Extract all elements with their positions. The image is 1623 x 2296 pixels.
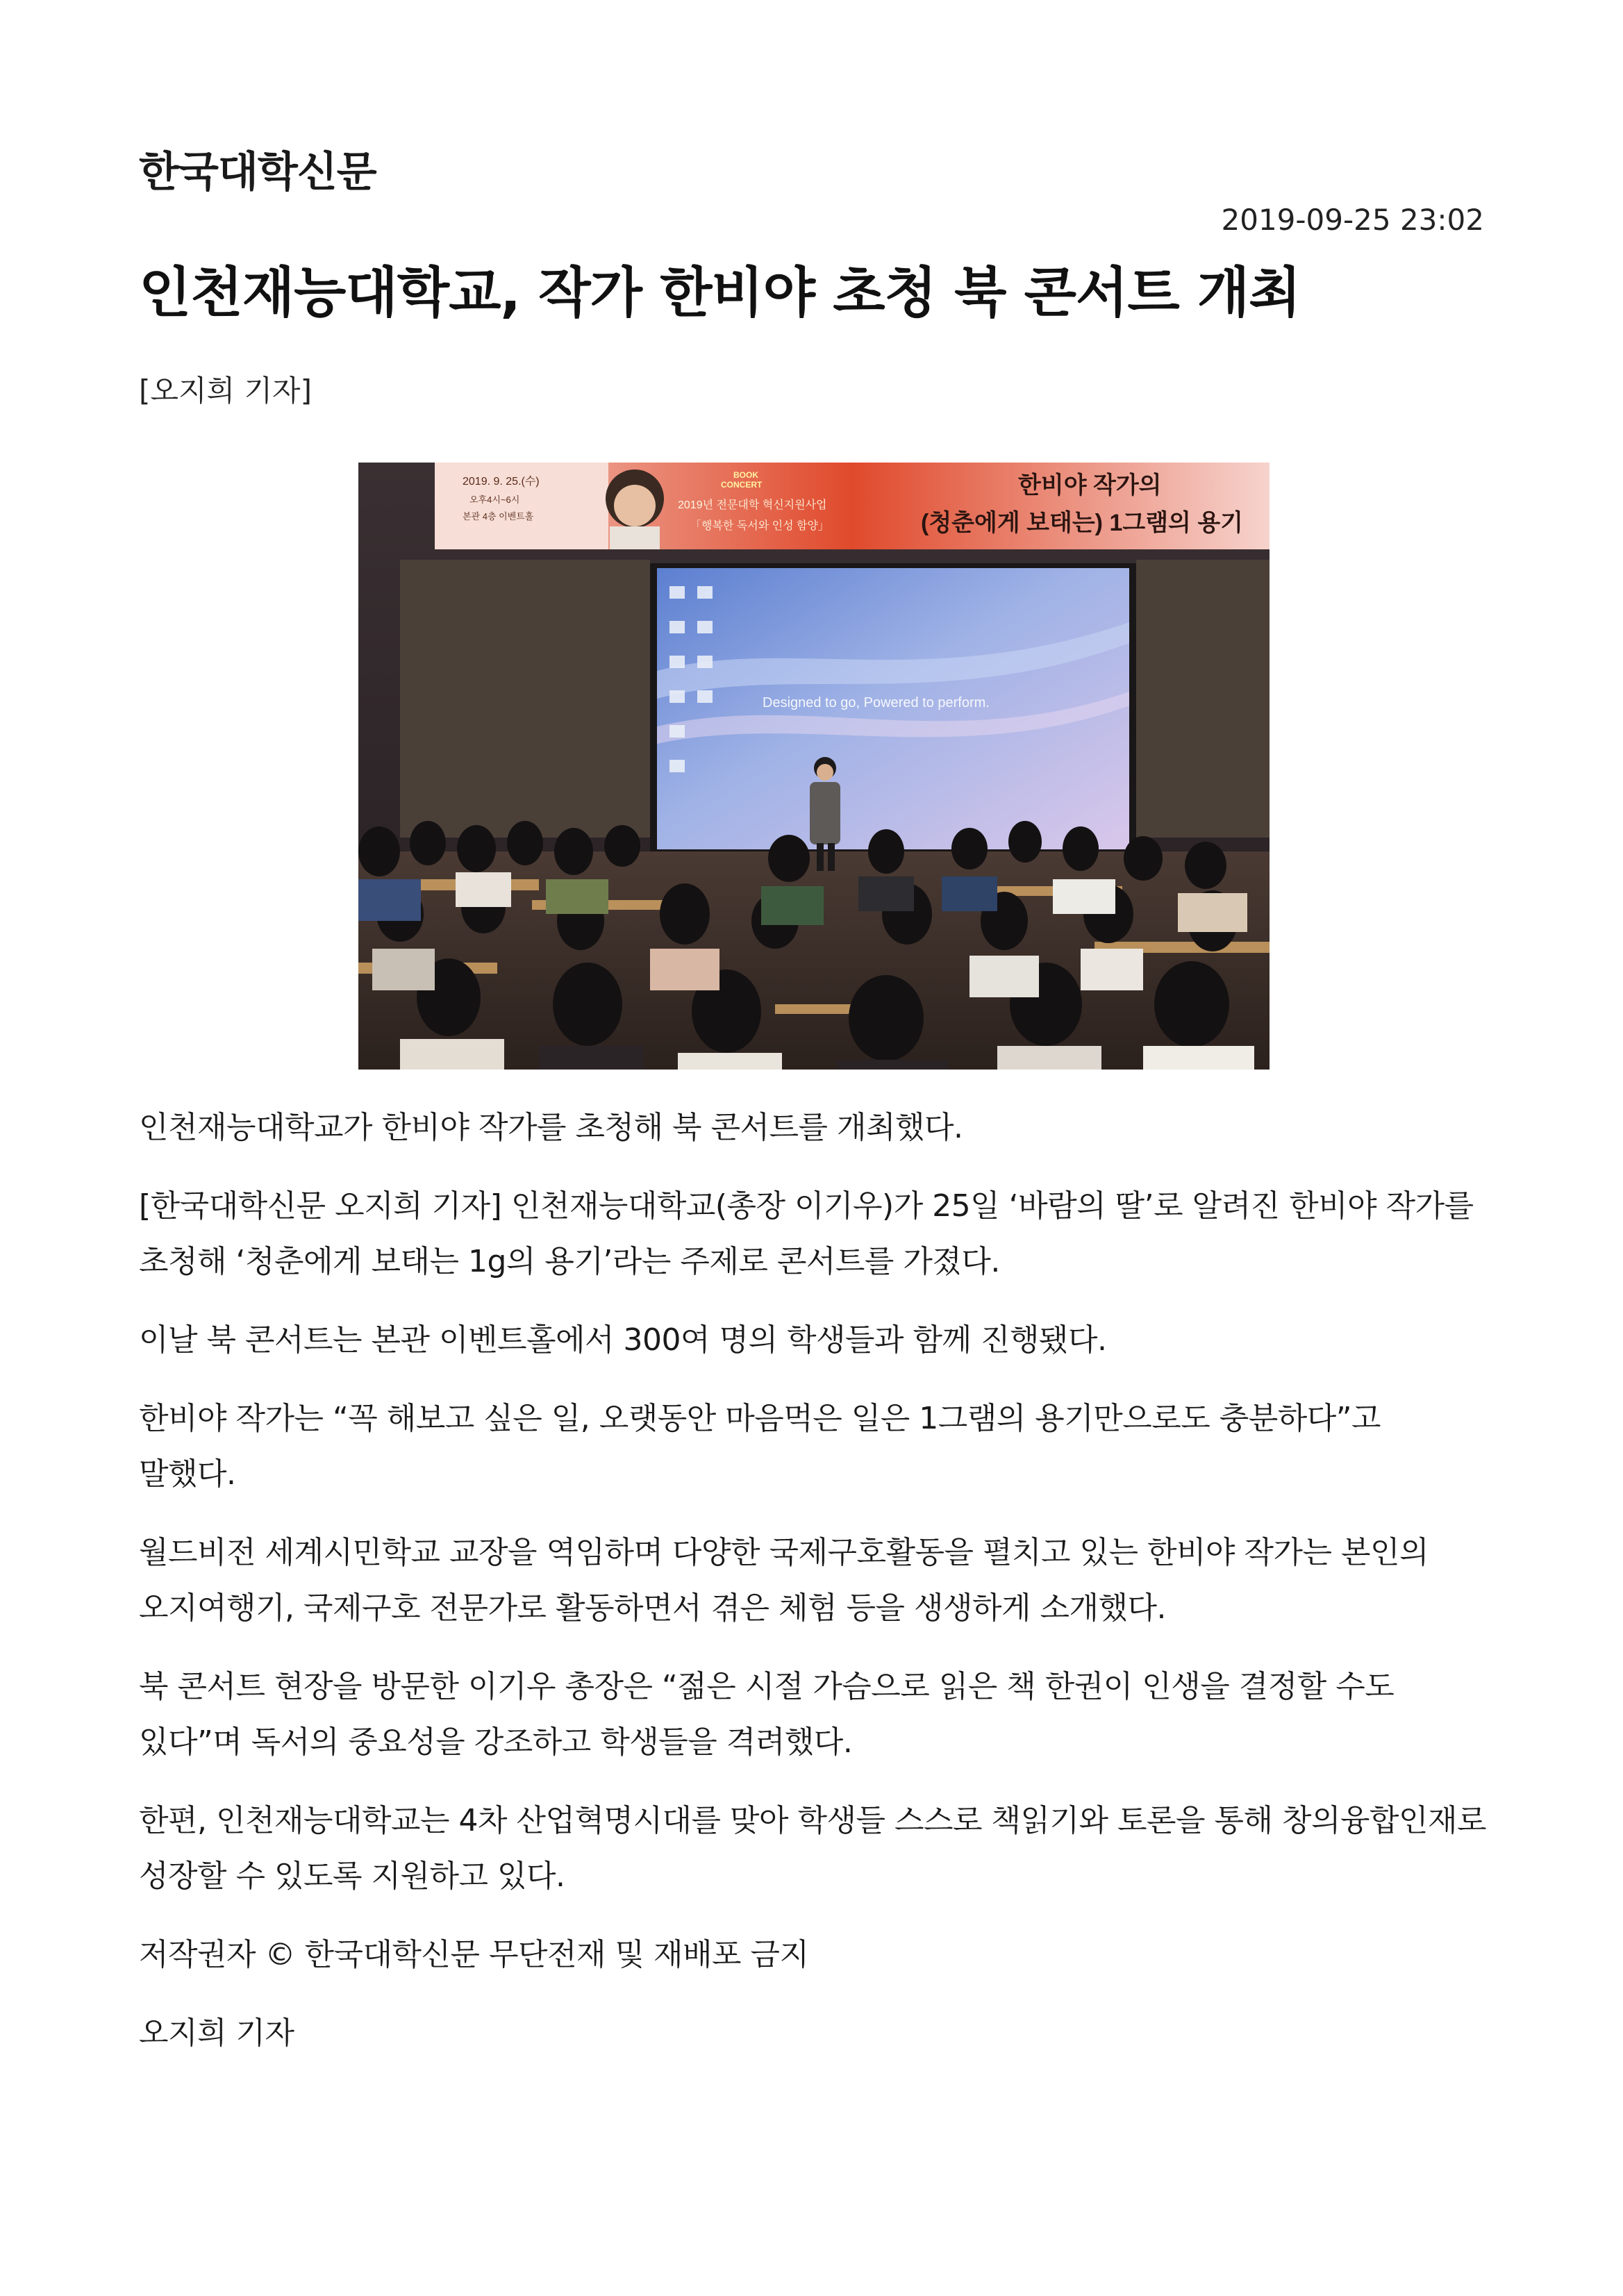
article-headline: 인천재능대학교, 작가 한비야 초청 북 콘서트 개최 [139, 262, 1301, 324]
publish-timestamp: 2019-09-25 23:02 [1221, 203, 1484, 237]
svg-text:(청춘에게 보태는) 1그램의 용기: (청춘에게 보태는) 1그램의 용기 [921, 510, 1244, 536]
svg-text:Designed to go, Powered to per: Designed to go, Powered to perform. [763, 695, 990, 710]
article-paragraph: 월드비전 세계시민학교 교장을 역임하며 다양한 국제구호활동을 펼치고 있는 한비야 작가는 본인의 오지여행기, 국제구호 전문가로 활동하면서 겪은 체험 등을 생생하게 소개했다. [139, 1535, 1429, 1626]
article-paragraph: 이날 북 콘서트는 본관 이벤트홀에서 300여 명의 학생들과 함께 진행됐다. [139, 1322, 1107, 1358]
article-photo [358, 463, 1270, 1070]
publication-masthead[interactable]: 한국대학신문 [139, 148, 376, 197]
svg-text:CONCERT: CONCERT [721, 480, 763, 490]
svg-text:「행복한 독서와 인성 함양」: 「행복한 독서와 인성 함양」 [690, 520, 829, 532]
article-paragraph: [한국대학신문 오지희 기자] 인천재능대학교(총장 이기우)가 25일 ‘바람의 딸’로 알려진 한비야 작가를 초청해 ‘청춘에게 보태는 1g의 용기’라는 주제로 콘서트를 가졌다. [139, 1188, 1474, 1279]
event-banner [435, 463, 1270, 549]
right-wall-panel [1136, 560, 1270, 838]
svg-text:본관 4층 이벤트홀: 본관 4층 이벤트홀 [463, 511, 534, 522]
reporter-byline[interactable]: 오지희 기자 [139, 2015, 294, 2051]
photo-caption: 인천재능대학교가 한비야 작가를 초청해 북 콘서트를 개최했다. [139, 1110, 963, 1145]
svg-text:오후4시~6시: 오후4시~6시 [469, 494, 520, 505]
article-body [139, 1100, 1486, 2084]
article-byline: [오지희 기자] [139, 374, 312, 408]
svg-text:2019. 9. 25.(수): 2019. 9. 25.(수) [463, 476, 540, 488]
svg-text:한비야 작가의: 한비야 작가의 [1018, 472, 1162, 499]
left-wall-panel [400, 560, 650, 838]
svg-text:BOOK: BOOK [733, 470, 758, 480]
article-paragraph: 북 콘서트 현장을 방문한 이기우 총장은 “젊은 시절 가슴으로 읽은 책 한권이 인생을 결정할 수도 있다”며 독서의 중요성을 강조하고 학생들을 격려했다. [139, 1669, 1395, 1760]
projection-screen [650, 563, 1136, 855]
article-paragraph: 한비야 작가는 “꼭 해보고 싶은 일, 오랫동안 마음먹은 일은 1그램의 용기만으로도 충분하다”고 말했다. [139, 1401, 1381, 1492]
article-paragraph: 한편, 인천재능대학교는 4차 산업혁명시대를 맞아 학생들 스스로 책읽기와 토론을 통해 창의융합인재로 성장할 수 있도록 지원하고 있다. [139, 1803, 1487, 1894]
copyright-notice: 저작권자 © 한국대학신문 무단전재 및 재배포 금지 [139, 1937, 809, 1972]
svg-text:2019년 전문대학 혁신지원사업: 2019년 전문대학 혁신지원사업 [678, 499, 827, 511]
